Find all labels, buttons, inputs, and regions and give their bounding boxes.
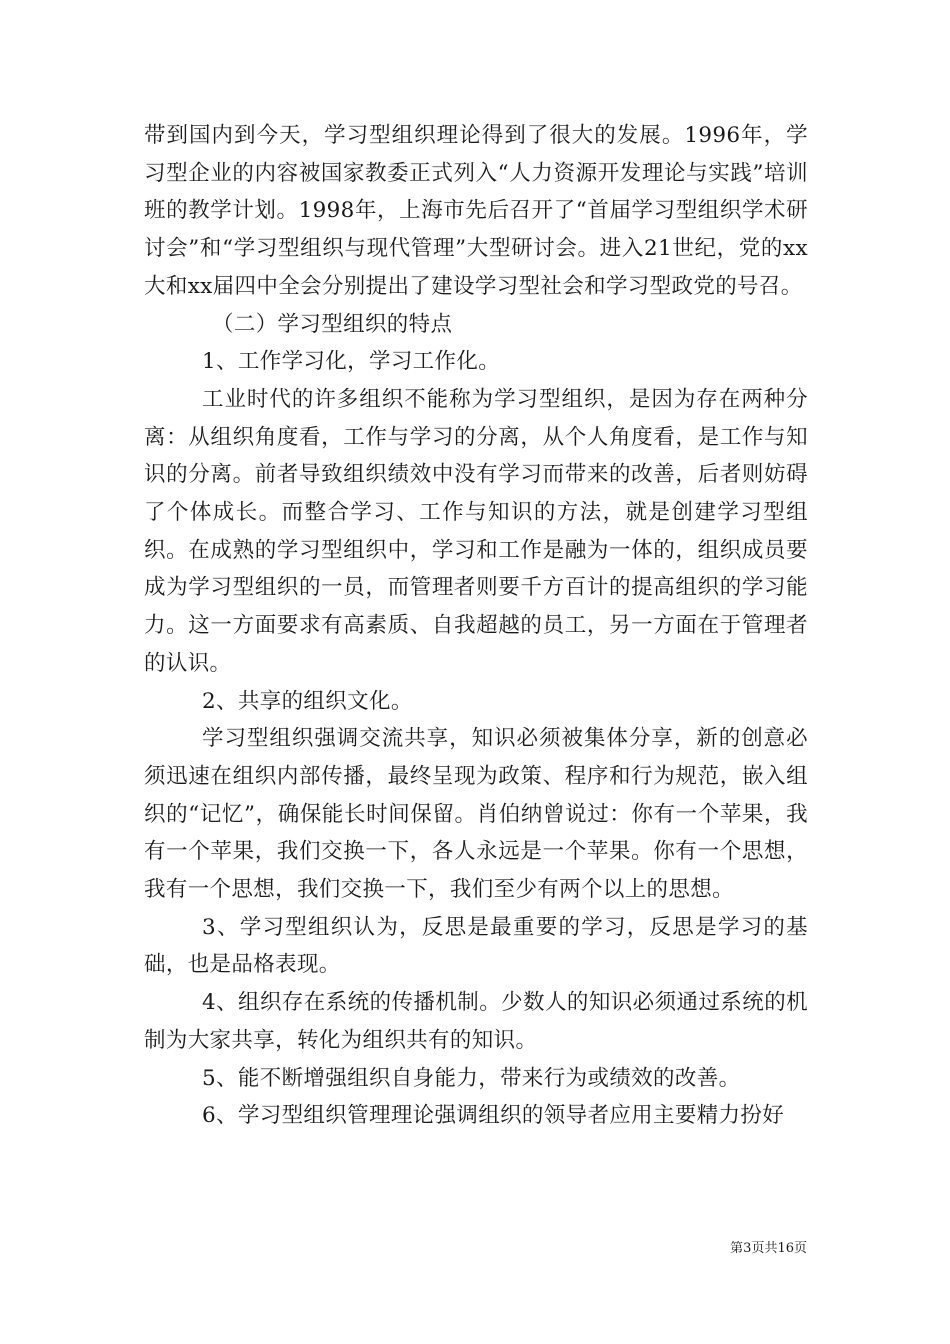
- document-body: [144, 117, 808, 1135]
- item-1-title: 1、工作学习化，学习工作化。: [202, 349, 501, 375]
- item-2-title: 2、共享的组织文化。: [202, 688, 413, 714]
- item-6-paragraph: 6、学习型组织管理理论强调组织的领导者应用主要精力扮好: [202, 1103, 785, 1129]
- item-2-body: 学习型组织强调交流共享，知识必须被集体分享，新的创意必须迅速在组织内部传播，最终呈现为政策、程序和行为规范，嵌入组织的“记忆”，确保能长时间保留。肖伯纳曾说过：你有一个苹果，我有一个苹果，我们交换一下，各人永远是一个苹果。你有一个思想，我有一个思想，我们交换一下，我们至少有两个以上的思想。: [144, 726, 808, 903]
- section-heading: （二）学习型组织的特点: [212, 311, 453, 337]
- item-1-body: 工业时代的许多组织不能称为学习型组织，是因为存在两种分离：从组织角度看，工作与学习的分离，从个人角度看，是工作与知识的分离。前者导致组织绩效中没有学习而带来的改善，后者则妨碍了个体成长。而整合学习、工作与知识的方法，就是创建学习型组织。在成熟的学习型组织中，学习和工作是融为一体的，组织成员要成为学习型组织的一员，而管理者则要千方百计的提高组织的学习能力。这一方面要求有高素质、自我超越的员工，另一方面在于管理者的认识。: [144, 386, 808, 676]
- item-3-paragraph: 3、学习型组织认为，反思是最重要的学习，反思是学习的基础，也是品格表现。: [144, 914, 808, 978]
- page-number-footer: 第3页共16页: [730, 1241, 807, 1256]
- item-4-paragraph: 4、组织存在系统的传播机制。少数人的知识必须通过系统的机制为大家共享，转化为组织共有的知识。: [144, 990, 808, 1053]
- paragraph-continuation: 带到国内到今天，学习型组织理论得到了很大的发展。1996年，学习型企业的内容被国家教委正式列入“人力资源开发理论与实践”培训班的教学计划。1998年，上海市先后召开了“首届学习型组织学术研讨会”和“学习型组织与现代管理”大型研讨会。进入21世纪，党的xx大和xx届四中全会分别提出了建设学习型社会和学习型政党的号召。: [144, 123, 808, 299]
- item-5-paragraph: 5、能不断增强组织自身能力，带来行为或绩效的改善。: [202, 1065, 741, 1091]
